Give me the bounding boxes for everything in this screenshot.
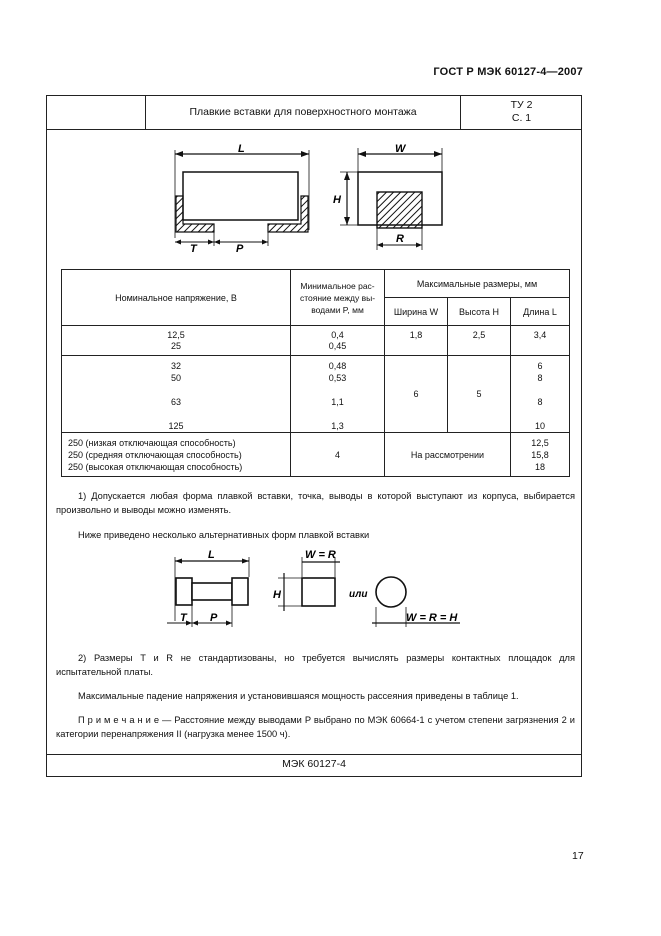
label2-T: T	[180, 612, 187, 624]
label-L: L	[238, 143, 245, 155]
th-max-dims: Максимальные размеры, мм	[385, 270, 570, 298]
note-1: 1) Допускается любая форма плавкой вставки, точка, выводы в которой выступают из корпуса, выбирается произвольно и выводы можно изменять.	[56, 491, 575, 515]
fuse-dimension-drawing	[150, 138, 460, 256]
label2-L: L	[208, 549, 215, 561]
label-T: T	[190, 243, 197, 255]
alt-form-square-end	[273, 549, 340, 611]
label-W: W	[395, 143, 406, 155]
label-R: R	[396, 233, 404, 245]
label-P: P	[236, 243, 244, 255]
table-row: 12,5 25 0,4 0,45 1,8 2,5 3,4	[62, 326, 570, 356]
header-code	[461, 95, 582, 130]
end-view	[333, 143, 442, 250]
th-min-distance: Минимальное рас-стояние между вы-водами P, мм	[291, 270, 385, 326]
alt-forms-intro: Ниже приведено несколько альтернативных форм плавкой вставки	[78, 530, 370, 540]
th-length: Длина L	[511, 298, 570, 326]
table-row: 32 50 63 125 0,48 0,53 1,1 1,3 6 5 6 8 8 10	[62, 356, 570, 433]
note-2: 2) Размеры T и R не стандартизованы, но требуется вычислять размеры контактных площадок для испытательной платы.	[56, 653, 575, 677]
footer-divider	[46, 754, 582, 755]
label2-w-eq-r-eq-h: W = R = H	[406, 612, 458, 624]
max-voltage-drop-text: Максимальные падение напряжения и установившаяся мощность рассеяния приведены в таблице 1.	[78, 691, 519, 701]
label2-w-eq-r: W = R	[305, 549, 336, 561]
alt-form-round-end	[372, 577, 460, 627]
standard-number: ГОСТ Р МЭК 60127-4—2007	[433, 66, 583, 78]
dimensions-table	[61, 269, 570, 477]
alternative-forms-drawing	[160, 545, 480, 635]
label-H: H	[333, 194, 341, 206]
header-code-line2: С. 1	[511, 112, 532, 124]
page-number: 17	[572, 850, 584, 862]
side-view	[175, 143, 309, 255]
alt-form-cylinder	[167, 549, 249, 627]
header-title: Плавкие вставки для поверхностного монтажа	[145, 95, 461, 130]
label-or: или	[349, 589, 368, 600]
label2-H: H	[273, 589, 281, 601]
th-voltage: Номинальное напряжение, В	[62, 270, 291, 326]
header-code-line1: ТУ 2	[510, 99, 533, 111]
footer-text: МЭК 60127-4	[282, 758, 346, 770]
remark: П р и м е ч а н и е — Расстояние между выводами P выбрано по МЭК 60664-1 с учетом степени загрязнения 2 и категории перенапряжения II (нагрузка менее 1500 ч).	[56, 715, 575, 739]
label2-P: P	[210, 612, 218, 624]
th-height: Высота H	[448, 298, 511, 326]
th-width: Ширина W	[385, 298, 448, 326]
table-row: 250 (низкая отключающая способность) 250 (средняя отключающая способность) 250 (высокая отключающая способность) 4 На рассмотрении 12,5 15,8 18	[62, 433, 570, 477]
